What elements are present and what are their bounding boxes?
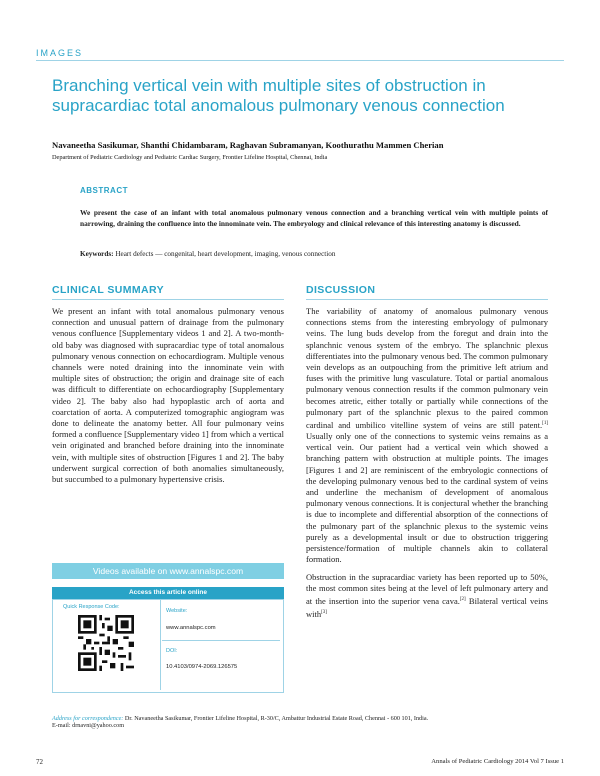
qr-code-label: Quick Response Code: bbox=[63, 604, 120, 610]
correspondence-text: Dr. Navaneetha Sasikumar, Frontier Lifeline Hospital, R-30/C, Ambattur Industrial Estate Road, Chennai - 600 101, India. bbox=[124, 715, 429, 722]
ref-1[interactable]: [1] bbox=[542, 421, 548, 427]
ref-2[interactable]: [2] bbox=[459, 596, 466, 602]
article-title: Branching vertical vein with multiple sites of obstruction in supracardiac total anomalous pulmonary venous connection bbox=[52, 76, 505, 115]
page-number: 72 bbox=[36, 758, 43, 766]
discussion-para1a: The variability of anatomy of anomalous pulmonary venous connections stems from the interesting embryology of pulmonary veins. The lung buds develop from the foregut and drain into the splanchnic venous system of the embryo. The splanchnic plexus differentiates into the pulmonary venous bed. The common pulmonary vein develops as an outpouching from the primitive left atrium and fuses with the primitive lung vasculature. Total or partial anomalous pulmonary venous connection results if the common pulmonary vein becomes atretic, either totally or partially while connections of the pulmonary part of the splanchnic plexus to the paired common cardinal and umbilico vitelline system of veins are still patent. bbox=[306, 306, 548, 430]
correspondence bbox=[52, 715, 572, 729]
doi-label: DOI: bbox=[166, 648, 178, 654]
discussion-rule bbox=[306, 299, 548, 300]
access-online-heading: Access this article online bbox=[52, 587, 284, 599]
discussion-para2a: Obstruction in the supracardiac variety has been reported up to 50%, the most common sites being at the level of left pulmonary artery and at the insertion into the superior vena cava. bbox=[306, 571, 548, 606]
clinical-summary-rule bbox=[52, 299, 284, 300]
section-tag: IMAGES bbox=[36, 48, 84, 58]
clinical-summary-text: We present an infant with total anomalous pulmonary venous connection and unusual pattern of drainage from the pulmonary venous confluence [Supplementary videos 1 and 2]. A two-month-old baby was diagnosed with supracardiac type of total anomalous pulmonary venous connection on echocardiogram. Multiple venous channels were noted draining into the innominate vein with multiple sites of obstruction; the origin and drainage site of each was difficult to differentiate on echocardiography [Supplementary video 2]. The baby also had hypoplastic arch of aorta and coarctation of aorta. A computerized tomographic angiogram was done to delineate the anatomy better. All four pulmonary veins formed a confluence [Supplementary video 1] from which a vertical vein originated and branched before draining into the innominate vein, with multiple sites of obstruction [Figures 1 and 2]. The baby underwent surgical correction of both anomalies simultaneously, but succumbed to a pulmonary hypertensive crisis. bbox=[52, 306, 284, 485]
discussion-text bbox=[306, 306, 548, 620]
ref-3[interactable]: [3] bbox=[321, 609, 327, 615]
keywords bbox=[80, 250, 548, 258]
correspondence-label: Address for correspondence: bbox=[52, 715, 124, 722]
videos-banner[interactable]: Videos available on www.annalspc.com bbox=[52, 563, 284, 579]
qr-code-icon[interactable] bbox=[78, 615, 134, 671]
clinical-summary-heading: CLINICAL SUMMARY bbox=[52, 284, 164, 296]
abstract-text: We present the case of an infant with total anomalous pulmonary venous connection and a branching vertical vein with multiple points of narrowing, draining the confluence into the innominate vein. The embryology and clinical relevance of this interesting anatomy is discussed. bbox=[80, 208, 548, 228]
affiliation: Department of Pediatric Cardiology and Pediatric Cardiac Surgery, Frontier Lifeline Hospital, Chennai, India bbox=[52, 154, 328, 161]
journal-citation: Annals of Pediatric Cardiology 2014 Vol 7 Issue 1 bbox=[431, 758, 564, 765]
discussion-heading: DISCUSSION bbox=[306, 284, 376, 296]
correspondence-email[interactable]: E-mail: drnavni@yahoo.com bbox=[52, 722, 125, 729]
discussion-para2b: Bilateral vertical veins with bbox=[306, 595, 548, 619]
doi-value[interactable]: 10.4103/0974-2069.126575 bbox=[166, 664, 238, 670]
access-vertical-divider bbox=[160, 600, 161, 690]
author-list: Navaneetha Sasikumar, Shanthi Chidambaram, Raghavan Subramanyan, Koothurathu Mammen Cherian bbox=[52, 140, 444, 150]
section-divider bbox=[36, 60, 564, 61]
abstract-heading: ABSTRACT bbox=[80, 186, 128, 195]
website-label: Website: bbox=[166, 608, 188, 614]
keywords-list: Heart defects — congenital, heart development, imaging, venous connection bbox=[115, 250, 336, 258]
discussion-para1b: Usually only one of the connections to systemic veins remains as a vertical vein. Our patient had a vertical vein which showed a branching pattern with obstruction at multiple points. The images [Figures 1 and 2] are reminiscent of the embryologic connections of the developing pulmonary venous bed to the cardinal system of veins and underline the mechanism of development of anomalous pulmonary venous connections. It is conjectural whether the branching is due to incomplete and differential absorption of the connections of the pulmonary part of the splanchnic plexus to the systemic veins purely as a developmental insult or due to obstruction triggering persistence/formation of multiple channels akin to collateral formation. bbox=[306, 431, 548, 565]
access-divider bbox=[162, 640, 280, 641]
keywords-label: Keywords: bbox=[80, 250, 114, 258]
website-link[interactable]: www.annalspc.com bbox=[166, 625, 216, 631]
